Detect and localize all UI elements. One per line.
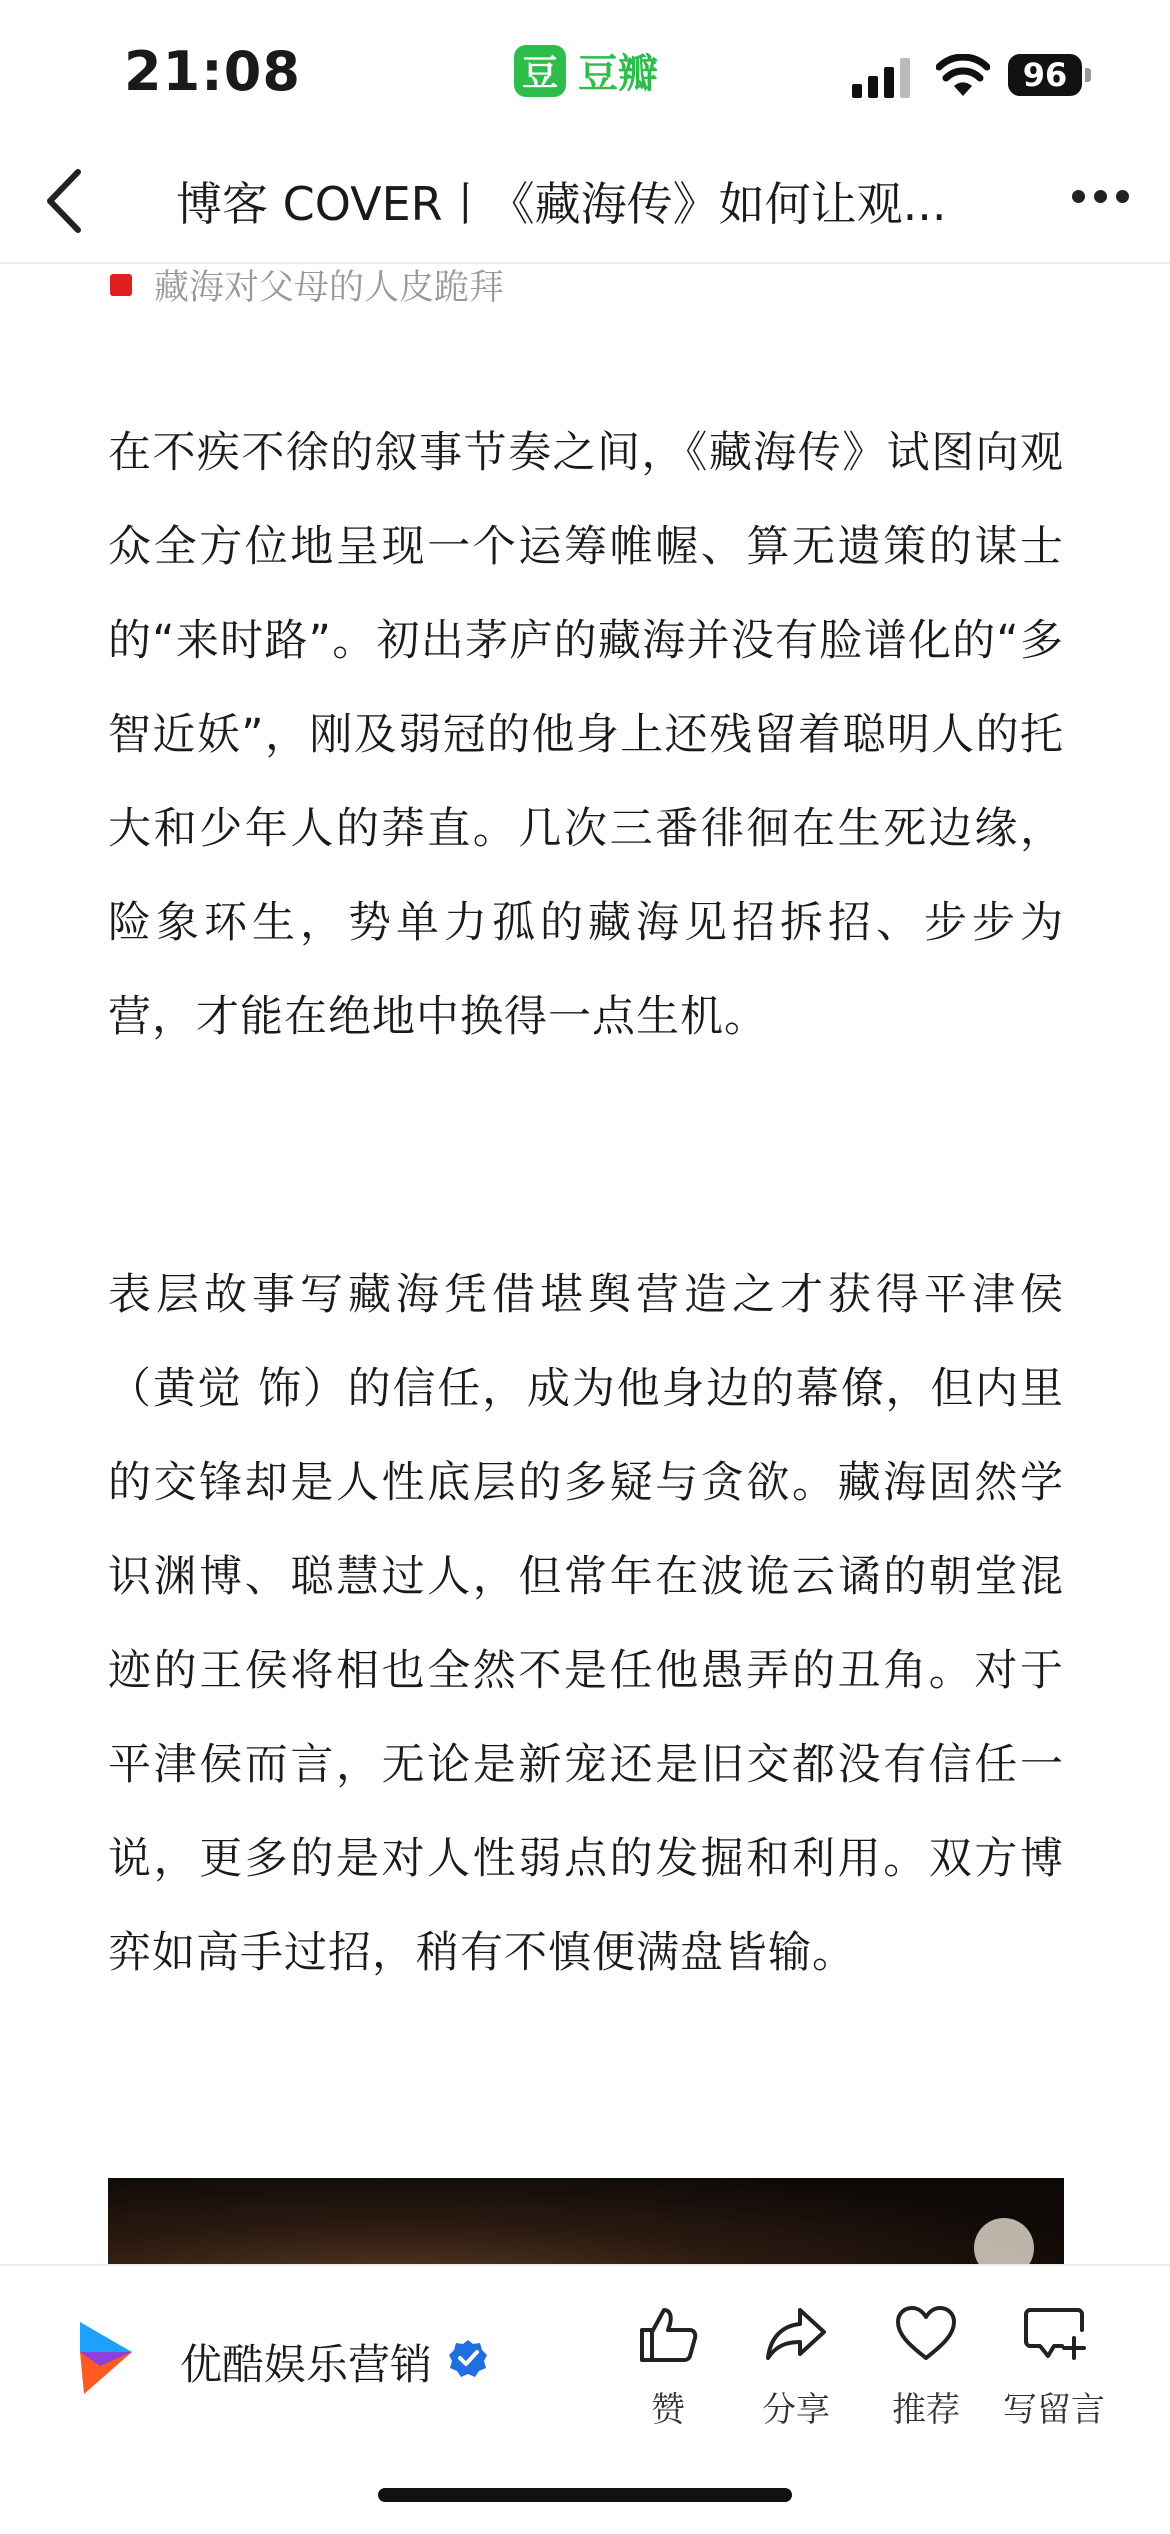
heart-icon bbox=[894, 2304, 958, 2364]
comment-add-icon bbox=[1022, 2304, 1086, 2364]
article-image[interactable] bbox=[108, 2178, 1064, 2268]
more-options-icon[interactable] bbox=[1072, 190, 1136, 210]
cellular-signal-icon bbox=[852, 58, 912, 98]
verified-badge-icon bbox=[448, 2338, 488, 2378]
article-paragraph: 表层故事写藏海凭借堪舆营造之才获得平津侯（黄觉 饰）的信任，成为他身边的幕僚，但内里的交锋却是人性底层的多疑与贪欲。藏海固然学识渊博、聪慧过人，但常年在波诡云谲的朝堂混迹的王侯将相也全然不是任他愚弄的丑角。对于平津侯而言，无论是新宠还是旧交都没有信任一说，更多的是对人性弱点的发掘和利用。双方博弈如高手过招，稍有不慎便满盘皆输。 bbox=[108, 1270, 1064, 1978]
write-comment-button[interactable] bbox=[994, 2304, 1114, 2431]
nav-bar bbox=[0, 140, 1170, 264]
more-dot bbox=[1094, 190, 1107, 203]
more-dot bbox=[1072, 190, 1085, 203]
share-label: 分享 bbox=[762, 2390, 830, 2430]
home-indicator[interactable] bbox=[378, 2488, 792, 2502]
app-name: 豆瓣 bbox=[578, 51, 658, 97]
share-button[interactable] bbox=[736, 2304, 856, 2431]
image-caption bbox=[110, 260, 504, 310]
youku-logo-icon[interactable] bbox=[74, 2316, 144, 2400]
wifi-icon bbox=[936, 54, 990, 98]
write-comment-label: 写留言 bbox=[1003, 2390, 1105, 2430]
recommend-button[interactable] bbox=[866, 2304, 986, 2431]
caption-text: 藏海对父母的人皮跪拜 bbox=[154, 268, 505, 308]
thumbs-up-icon bbox=[636, 2304, 700, 2364]
app-badge bbox=[514, 42, 658, 99]
like-button[interactable] bbox=[608, 2304, 728, 2431]
share-arrow-icon bbox=[764, 2304, 828, 2364]
article-paragraph: 在不疾不徐的叙事节奏之间，《藏海传》试图向观众全方位地呈现一个运筹帷幄、算无遗策的谋士的“来时路”。初出茅庐的藏海并没有脸谱化的“多智近妖”，刚及弱冠的他身上还残留着聪明人的托大和少年人的莽直。几次三番徘徊在生死边缘，险象环生，势单力孤的藏海见招拆招、步步为营，才能在绝地中换得一点生机。 bbox=[108, 428, 1064, 1042]
battery-tip bbox=[1085, 68, 1091, 82]
image-highlight bbox=[974, 2218, 1034, 2268]
battery-indicator bbox=[1008, 54, 1091, 96]
page-title: 博客 COVER丨《藏海传》如何让观... bbox=[176, 177, 947, 231]
like-label: 赞 bbox=[651, 2390, 685, 2430]
battery-level: 96 bbox=[1008, 54, 1082, 96]
more-dot bbox=[1116, 190, 1129, 203]
back-chevron-icon[interactable] bbox=[40, 164, 90, 238]
caption-marker bbox=[110, 274, 132, 296]
status-bar bbox=[0, 0, 1170, 140]
douban-logo-icon: 豆 bbox=[514, 45, 566, 97]
author-name[interactable]: 优酷娱乐营销 bbox=[180, 2340, 433, 2389]
recommend-label: 推荐 bbox=[892, 2390, 960, 2430]
status-time: 21:08 bbox=[124, 40, 301, 103]
